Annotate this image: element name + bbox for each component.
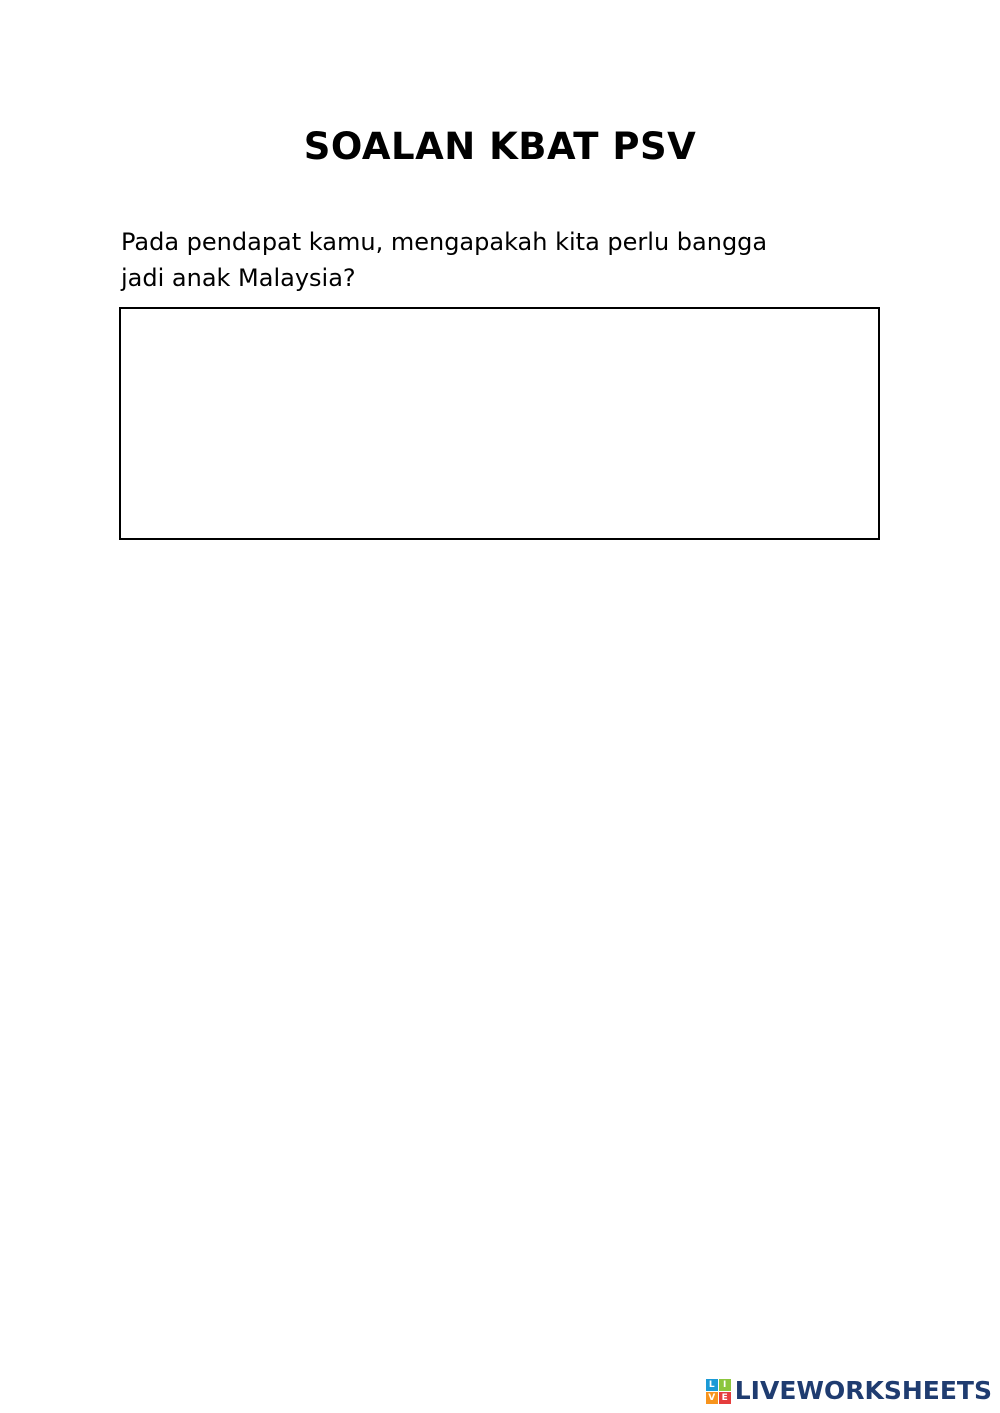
question-line-1: Pada pendapat kamu, mengapakah kita perlu bangga [121,228,768,256]
question-line-2: jadi anak Malaysia? [121,264,356,292]
liveworksheets-logo-icon [706,1379,731,1404]
logo-mark-tile-1: L [706,1379,718,1391]
logo-mark-tile-4: E [719,1392,731,1404]
logo-mark-tile-2: I [719,1379,731,1391]
liveworksheets-logo[interactable] [706,1375,992,1407]
answer-box[interactable] [119,307,880,540]
question-text [121,224,881,296]
logo-mark-tile-3: V [706,1392,718,1404]
liveworksheets-logo-text: LIVEWORKSHEETS [734,1376,992,1405]
page-title: SOALAN KBAT PSV [303,125,697,168]
